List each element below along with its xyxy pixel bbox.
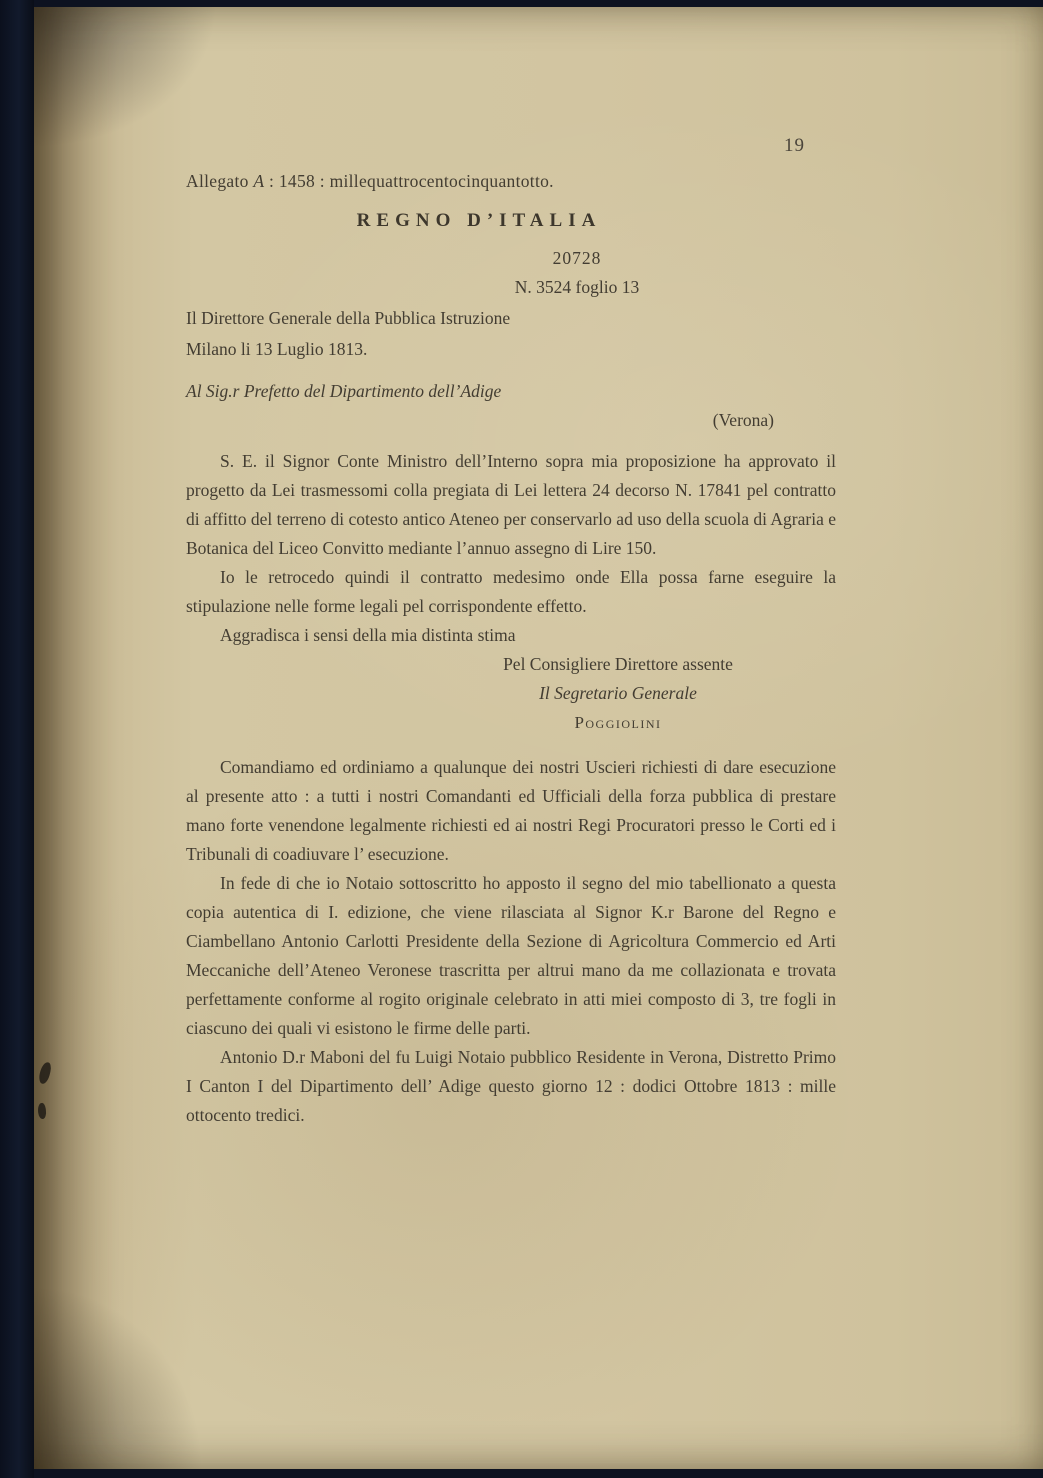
kingdom-heading: REGNO D’ITALIA bbox=[356, 210, 602, 231]
folio-line: N. 3524 foglio 13 bbox=[514, 277, 640, 297]
reference-number: 20728 bbox=[552, 248, 602, 268]
signature-name: Poggiolini bbox=[574, 713, 662, 732]
notary-paragraph-1: Comandiamo ed ordiniamo a qualunque dei nostri Uscieri richiesti di dare esecuzione al presente atto : a tutti i nostri Comandanti ed Ufficiali della forza pubblica di prestare mano forte venendone legalmente richiesti ed ai nostri Regi Procuratori presso le Corti ed i Tribunali di coadiuvare l’ esecuzione. bbox=[186, 757, 836, 864]
document-page bbox=[34, 7, 1043, 1469]
ink-mark bbox=[37, 1103, 47, 1120]
addressee-city: (Verona) bbox=[712, 410, 774, 430]
notary-paragraph-2: In fede di che io Notaio sottoscritto ho apposto il segno del mio tabellionato a questa copia autentica di I. edizione, che viene rilasciata al Signor K.r Barone del Regno e Ciambellano Antonio Carlotti Presidente della Sezione di Agricoltura Commercio ed Arti Meccaniche dell’Ateneo Veronese trascritta per altrui mano da me collazionata e trovata perfettamente conforme al rogito originale celebrato in atti miei composto di 3, tre fogli in ciascuno dei quali vi esistono le firme delle parti. bbox=[186, 873, 836, 1038]
dateline: Milano li 13 Luglio 1813. bbox=[186, 339, 368, 359]
addressee-line: Al Sig.r Prefetto del Dipartimento dell’Adige bbox=[186, 381, 502, 401]
page-number: 19 bbox=[784, 135, 805, 156]
signature-title: Il Segretario Generale bbox=[539, 683, 697, 703]
notary-paragraph-3: Antonio D.r Maboni del fu Luigi Notaio pubblico Residente in Verona, Distretto Primo I Canton I del Dipartimento dell’ Adige questo giorno 12 : dodici Ottobre 1813 : mille ottocento tredici. bbox=[186, 1047, 836, 1125]
body-paragraph-1: S. E. il Signor Conte Ministro dell’Interno sopra mia proposizione ha approvato il progetto da Lei trasmessomi colla pregiata di Lei lettera 24 decorso N. 17841 pel contratto di affitto del terreno di cotesto antico Ateneo per conservarlo ad uso della scuola di Agraria e Botanica del Liceo Convitto mediante l’annuo assegno di Lire 150. bbox=[186, 451, 836, 558]
body-paragraph-3: Aggradisca i sensi della mia distinta stima bbox=[220, 625, 516, 645]
sender-line: Il Direttore Generale della Pubblica Istruzione bbox=[186, 308, 511, 328]
document-content bbox=[186, 167, 836, 1130]
allegato-line bbox=[186, 167, 836, 196]
allegato-letter: A bbox=[253, 171, 265, 191]
body-paragraph-2: Io le retrocedo quindi il contratto medesimo onde Ella possa farne eseguire la stipulazione nelle forme legali pel corrispondente effetto. bbox=[186, 567, 836, 616]
signature-role: Pel Consigliere Direttore assente bbox=[503, 654, 733, 674]
book-binding-edge bbox=[0, 0, 34, 1478]
ink-mark bbox=[38, 1061, 52, 1085]
allegato-label: Allegato bbox=[186, 171, 254, 191]
signature-block bbox=[444, 650, 792, 737]
allegato-number: : 1458 : millequattrocentocinquantotto. bbox=[264, 171, 554, 191]
